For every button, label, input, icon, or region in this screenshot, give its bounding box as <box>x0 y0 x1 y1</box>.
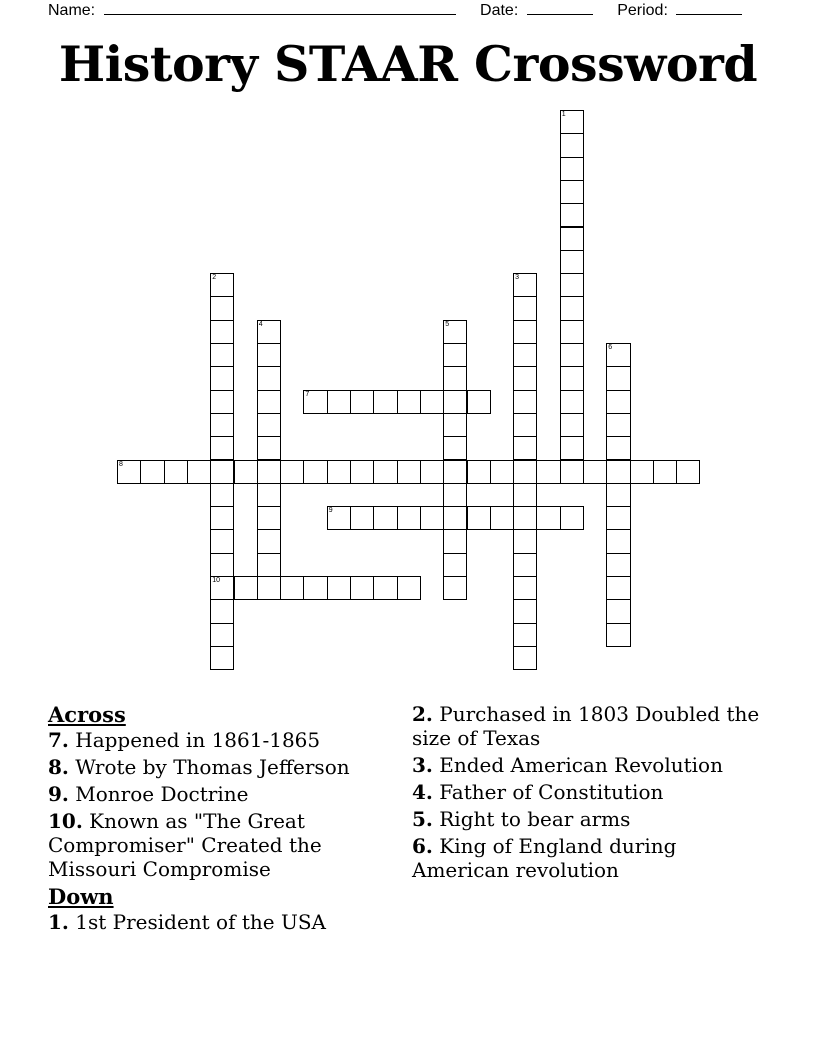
grid-cell[interactable] <box>467 390 491 414</box>
grid-cell[interactable] <box>257 576 281 600</box>
grid-cell[interactable] <box>606 576 630 600</box>
grid-cell[interactable] <box>280 576 304 600</box>
page-title: History STAAR Crossword <box>58 35 758 93</box>
grid-cell[interactable] <box>420 390 444 414</box>
header-fields <box>48 0 742 20</box>
clue-down-3: 3. Ended American Revolution <box>412 753 723 777</box>
across-heading: Across <box>48 702 126 727</box>
grid-cell[interactable] <box>513 413 537 437</box>
name-blank[interactable] <box>104 0 456 15</box>
grid-cell[interactable] <box>513 483 537 507</box>
clue-number-label: 8 <box>119 460 123 468</box>
grid-cell[interactable] <box>536 460 560 484</box>
clue-number-label: 3 <box>515 274 519 282</box>
grid-cell[interactable] <box>606 343 630 367</box>
grid-cell[interactable] <box>513 343 537 367</box>
grid-cell[interactable] <box>210 413 234 437</box>
grid-cell[interactable] <box>467 460 491 484</box>
grid-cell[interactable] <box>606 390 630 414</box>
grid-cell[interactable] <box>560 273 584 297</box>
grid-cell[interactable] <box>583 460 607 484</box>
grid-cell[interactable] <box>210 320 234 344</box>
grid-cell[interactable] <box>606 623 630 647</box>
grid-cell[interactable] <box>373 390 397 414</box>
clue-across-7: 7. Happened in 1861-1865 <box>48 728 321 752</box>
grid-cell[interactable] <box>513 599 537 623</box>
grid-cell[interactable] <box>234 460 258 484</box>
grid-cell[interactable] <box>560 460 584 484</box>
grid-cell[interactable] <box>606 506 630 530</box>
grid-cell[interactable] <box>210 483 234 507</box>
grid-cell[interactable] <box>513 390 537 414</box>
grid-cell[interactable] <box>513 366 537 390</box>
grid-cell[interactable] <box>606 483 630 507</box>
grid-cell[interactable] <box>257 506 281 530</box>
clue-number-label: 4 <box>258 320 263 328</box>
grid-cell[interactable] <box>513 646 537 670</box>
grid-cell[interactable] <box>443 460 467 484</box>
grid-cell[interactable] <box>257 366 281 390</box>
grid-cell[interactable] <box>606 599 630 623</box>
grid-cell[interactable] <box>443 320 467 344</box>
grid-cell[interactable] <box>443 366 467 390</box>
grid-cell[interactable] <box>257 460 281 484</box>
grid-cell[interactable] <box>560 296 584 320</box>
grid-cell[interactable] <box>443 343 467 367</box>
grid-cell[interactable] <box>373 506 397 530</box>
grid-cell[interactable] <box>513 506 537 530</box>
grid-cell[interactable] <box>373 460 397 484</box>
clue-down-4: 4. Father of Constitution <box>412 780 664 804</box>
grid-cell[interactable] <box>443 413 467 437</box>
grid-cell[interactable] <box>606 436 630 460</box>
grid-cell[interactable] <box>513 320 537 344</box>
grid-cell[interactable] <box>210 646 234 670</box>
grid-cell[interactable] <box>536 506 560 530</box>
grid-cell[interactable] <box>606 460 630 484</box>
grid-cell[interactable] <box>490 460 514 484</box>
grid-cell[interactable] <box>210 366 234 390</box>
grid-cell[interactable] <box>210 296 234 320</box>
grid-cell[interactable] <box>187 460 211 484</box>
grid-cell[interactable] <box>210 436 234 460</box>
grid-cell[interactable] <box>513 576 537 600</box>
grid-cell[interactable] <box>560 133 584 157</box>
clue-number-label: 2 <box>212 274 217 282</box>
grid-cell[interactable] <box>210 273 234 297</box>
grid-cell[interactable] <box>560 110 584 134</box>
clues-left-column <box>48 702 393 937</box>
grid-cell[interactable] <box>560 180 584 204</box>
grid-cell[interactable] <box>513 460 537 484</box>
grid-cell[interactable] <box>280 460 304 484</box>
grid-cell[interactable] <box>560 157 584 181</box>
clue-number-label: 7 <box>305 390 310 398</box>
grid-cell[interactable] <box>560 227 584 251</box>
grid-cell[interactable] <box>606 413 630 437</box>
grid-cell[interactable] <box>443 529 467 553</box>
grid-cell[interactable] <box>327 506 351 530</box>
grid-cell[interactable] <box>350 390 374 414</box>
grid-cell[interactable] <box>210 576 234 600</box>
grid-cell[interactable] <box>257 483 281 507</box>
grid-cell[interactable] <box>397 576 421 600</box>
down-heading: Down <box>48 884 114 909</box>
grid-cell[interactable] <box>676 460 700 484</box>
grid-cell[interactable] <box>560 390 584 414</box>
grid-cell[interactable] <box>164 460 188 484</box>
grid-cell[interactable] <box>303 460 327 484</box>
grid-cell[interactable] <box>373 576 397 600</box>
grid-cell[interactable] <box>560 506 584 530</box>
grid-cell[interactable] <box>443 506 467 530</box>
grid-cell[interactable] <box>513 436 537 460</box>
grid-cell[interactable] <box>606 366 630 390</box>
grid-cell[interactable] <box>560 250 584 274</box>
grid-cell[interactable] <box>303 576 327 600</box>
grid-cell[interactable] <box>397 506 421 530</box>
grid-cell[interactable] <box>350 576 374 600</box>
clue-down-6: 6. King of England during American revolution <box>412 834 677 882</box>
grid-cell[interactable] <box>210 506 234 530</box>
grid-cell[interactable] <box>653 460 677 484</box>
clue-number-label: 10 <box>212 577 220 584</box>
grid-cell[interactable] <box>420 506 444 530</box>
grid-cell[interactable] <box>327 576 351 600</box>
clue-number-label: 5 <box>445 320 450 328</box>
clues-right-column <box>412 702 772 885</box>
grid-cell[interactable] <box>560 203 584 227</box>
grid-cell[interactable] <box>257 390 281 414</box>
clue-number-label: 1 <box>561 111 566 118</box>
grid-cell[interactable] <box>210 460 234 484</box>
grid-cell[interactable] <box>303 390 327 414</box>
name-label: Name: <box>48 2 96 19</box>
grid-cell[interactable] <box>513 296 537 320</box>
grid-cell[interactable] <box>606 553 630 577</box>
date-label: Date: <box>480 2 519 19</box>
grid-cell[interactable] <box>560 436 584 460</box>
grid-cell[interactable] <box>513 553 537 577</box>
period-blank[interactable] <box>676 0 742 15</box>
grid-cell[interactable] <box>350 506 374 530</box>
period-label: Period: <box>617 2 668 19</box>
grid-cell[interactable] <box>210 529 234 553</box>
grid-cell[interactable] <box>420 460 444 484</box>
grid-cell[interactable] <box>513 623 537 647</box>
grid-cell[interactable] <box>443 553 467 577</box>
grid-cell[interactable] <box>210 623 234 647</box>
clue-down-1: 1. 1st President of the USA <box>48 910 326 934</box>
date-blank[interactable] <box>527 0 593 15</box>
grid-cell[interactable] <box>257 436 281 460</box>
grid-cell[interactable] <box>257 413 281 437</box>
grid-cell[interactable] <box>560 366 584 390</box>
grid-cell[interactable] <box>443 436 467 460</box>
grid-cell[interactable] <box>210 553 234 577</box>
grid-cell[interactable] <box>350 460 374 484</box>
grid-cell[interactable] <box>210 390 234 414</box>
grid-cell[interactable] <box>327 460 351 484</box>
grid-cell[interactable] <box>443 576 467 600</box>
grid-cell[interactable] <box>257 343 281 367</box>
grid-cell[interactable] <box>210 343 234 367</box>
grid-cell[interactable] <box>560 320 584 344</box>
clue-across-9: 9. Monroe Doctrine <box>48 782 249 806</box>
grid-cell[interactable] <box>234 576 258 600</box>
grid-cell[interactable] <box>257 529 281 553</box>
grid-cell[interactable] <box>490 506 514 530</box>
grid-cell[interactable] <box>443 390 467 414</box>
grid-cell[interactable] <box>327 390 351 414</box>
grid-cell[interactable] <box>467 506 491 530</box>
grid-cell[interactable] <box>257 320 281 344</box>
clue-down-2: 2. Purchased in 1803 Doubled the size of Texas <box>412 702 760 750</box>
grid-cell[interactable] <box>210 599 234 623</box>
grid-cell[interactable] <box>560 413 584 437</box>
clue-across-10: 10. Known as "The Great Compromiser" Created the Missouri Compromise <box>48 809 322 881</box>
grid-cell[interactable] <box>513 273 537 297</box>
grid-cell[interactable] <box>606 529 630 553</box>
grid-cell[interactable] <box>140 460 164 484</box>
grid-cell[interactable] <box>513 529 537 553</box>
grid-cell[interactable] <box>560 343 584 367</box>
grid-cell[interactable] <box>443 483 467 507</box>
clue-down-5: 5. Right to bear arms <box>412 807 631 831</box>
clue-across-8: 8. Wrote by Thomas Jefferson <box>48 755 350 779</box>
grid-cell[interactable] <box>397 460 421 484</box>
grid-cell[interactable] <box>257 553 281 577</box>
grid-cell[interactable] <box>630 460 654 484</box>
grid-cell[interactable] <box>117 460 141 484</box>
grid-cell[interactable] <box>397 390 421 414</box>
clue-number-label: 6 <box>608 344 613 351</box>
clue-number-label: 9 <box>328 507 333 515</box>
